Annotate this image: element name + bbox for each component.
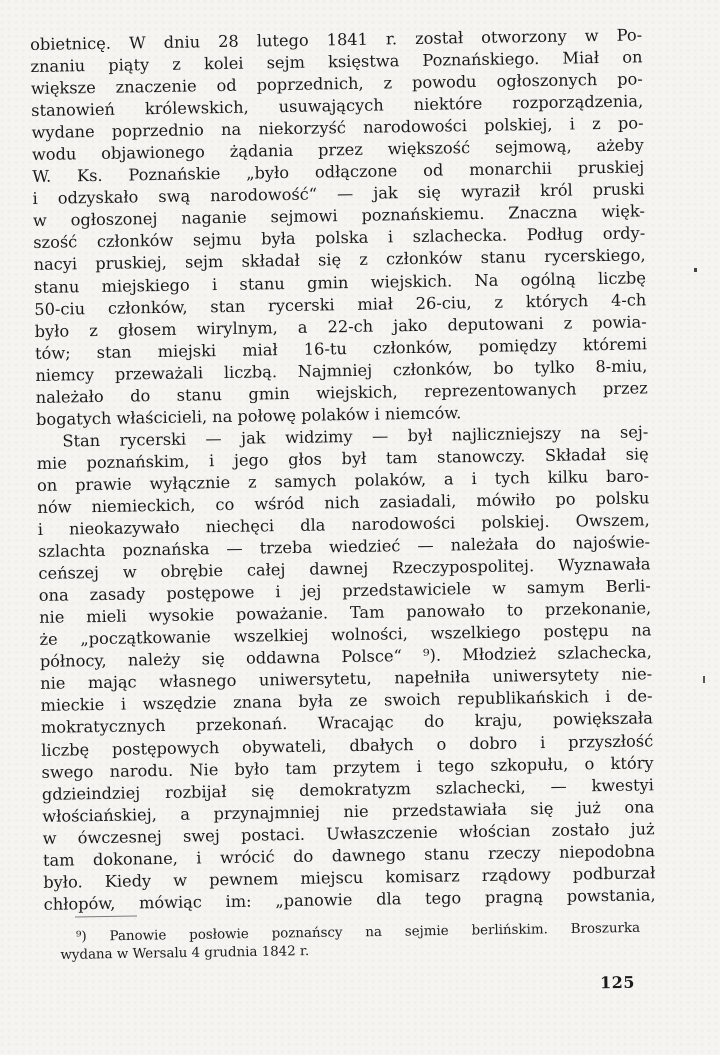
body-line: 50-ciu członków, stan rycerski miał 26-ciu, z których 4-ch <box>34 289 647 319</box>
footnote <box>60 920 640 965</box>
body-line: ceńszej w obrębie całej dawnej Rzeczypospolitej. Wyznawała <box>38 554 651 584</box>
body-line: należało do stanu gmin wiejskich, reprezentowanych przez <box>35 378 648 407</box>
body-line: wydane poprzednio na niekorzyść narodowości polskiej, i z po- <box>31 113 644 143</box>
body-line: nie mając własnego uniwersytetu, napełniła uniwersytety nie- <box>40 664 653 694</box>
body-line: i nieokazywało niechęci dla narodowości polskiej. Owszem, <box>37 510 650 539</box>
body-line: chłopów, mówiąc im: „panowie dla tego pragną powstania, <box>43 885 656 914</box>
body-line: tam dokonane, i wrócić do dawnego stanu rzeczy niepodobna <box>42 841 656 870</box>
body-line: stanowień królewskich, usuwających niektóre rozporządzenia, <box>31 91 644 121</box>
body-line: znaniu piąty z kolei sejm księstwa Poznańskiego. Miał on <box>30 47 643 77</box>
body-line: mokratycznych przekonań. Wracając do kraju, powiększała <box>40 708 653 738</box>
body-line: w ogłoszonej naganie sejmowi poznańskiemu. Znaczna więk- <box>32 201 646 231</box>
body-line: wodu objawionego żądania przez większość sejmową, ażeby <box>31 135 644 165</box>
body-line: było. Kiedy w pewnem miejscu komisarz rządowy podburzał <box>43 863 656 892</box>
scan-speck <box>703 676 705 683</box>
body-line: nacyi pruskiej, sejm składał się z członków stanu rycerskiego, <box>33 245 646 275</box>
body-line: tów; stan miejski miał 16-tu członków, pomiędzy któremi <box>34 334 648 363</box>
body-line: północy, należy się oddawna Polsce“ ⁹). Młodzież szlachecka, <box>39 642 652 672</box>
scan-speck <box>694 268 697 272</box>
body-line: szość członków sejmu była polska i szlachecka. Podług ordy- <box>33 223 646 253</box>
body-line: nie mieli wysokie poważanie. Tam panowało to przekonanie, <box>39 598 652 628</box>
footnote-divider <box>75 916 137 918</box>
body-line: obietnicę. W dniu 28 lutego 1841 r. został otworzony w Po- <box>30 25 643 54</box>
body-line: ona zasady postępowe i jej przedstawiciele w samym Berli- <box>38 576 651 606</box>
body-line: było z głosem wirylnym, a 22-ch jako deputowani z powia- <box>34 311 647 341</box>
body-line: liczbę postępowych obywateli, dbałych o dobro i przyszłość <box>41 730 654 760</box>
body-line: gdzieindziej rozbijał się demokratyzm szlachecki, — kwestyi <box>41 774 655 804</box>
body-line: szlachta poznańska — trzeba wiedzieć — należała do najoświe- <box>37 532 651 562</box>
body-line: mie poznańskim, i jego głos był tam stanowczy. Składał się <box>36 444 649 473</box>
body-line: mieckie i wszędzie znana była ze swoich republikańskich i de- <box>40 686 653 716</box>
body-line: Stan rycerski — jak widzimy — był najliczniejszy na sej- <box>62 422 649 451</box>
footnote-line: ⁹) Panowie posłowie poznańscy na sejmie berlińskim. Broszurka <box>76 920 641 945</box>
body-line: swego narodu. Nie było tam przytem i tego szkopułu, o który <box>41 752 654 782</box>
body-line: nów niemieckich, co wśród nich zasiadali, mówiło po polsku <box>37 488 650 517</box>
page-number: 125 <box>599 972 636 993</box>
body-line: W. Ks. Poznańskie „było odłączone od monarchii pruskiej <box>32 157 645 187</box>
body-line: w ówczesnej swej postaci. Uwłaszczenie włościan zostało już <box>42 818 655 848</box>
body-line: i odzyskało swą narodowość“ — jak się wyraził król pruski <box>32 179 645 209</box>
body-line: stanu miejskiego i stanu gmin wiejskich. Na ogólną liczbę <box>33 267 647 297</box>
body-line: bogatych właścicieli, na połowę polaków i niemców. <box>35 403 462 429</box>
body-line: większe znaczenie od poprzednich, z powodu ogłoszonych po- <box>30 69 643 99</box>
body-line: on prawie wyłącznie z samych polaków, a i tych kilku baro- <box>36 466 650 495</box>
body-line: włościańskiej, a przynajmniej nie przedstawiała się już ona <box>42 796 655 826</box>
body-line: niemcy przeważali liczbą. Najmniej członków, bo tylko 8-miu, <box>35 356 648 385</box>
body-line: że „początkowanie wszelkiej wolności, wszelkiego postępu na <box>39 620 652 650</box>
footnote-line: wydana w Wersalu 4 grudnia 1842 r. <box>60 944 310 963</box>
body-text <box>30 24 656 915</box>
